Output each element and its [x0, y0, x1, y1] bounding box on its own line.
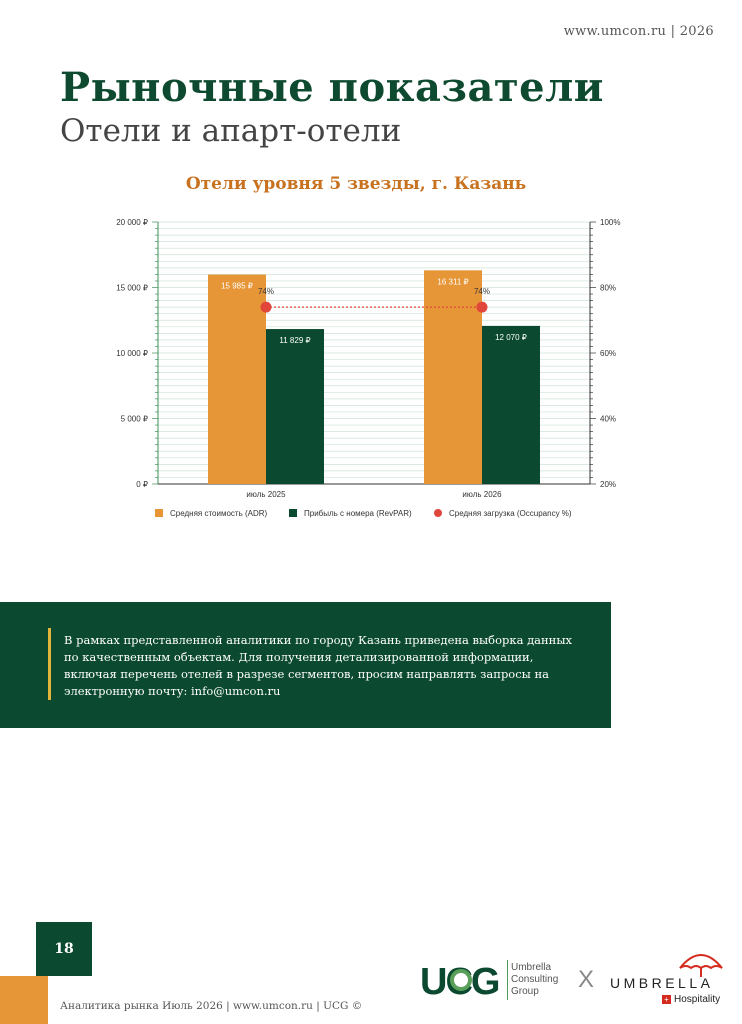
y-right-tick-label: 40% [600, 414, 617, 424]
bar-value-label: 15 985 ₽ [221, 281, 253, 291]
footer-orange-square [0, 976, 48, 1024]
header-url[interactable]: www.umcon.ru | 2026 [563, 24, 714, 39]
bar-value-label: 12 070 ₽ [495, 332, 527, 342]
ucg-logo [420, 958, 506, 1006]
hospitality-label: + Hospitality [662, 994, 720, 1005]
umbrella-logo-word: UMBRELLA [610, 975, 714, 991]
occupancy-label: 74% [473, 287, 491, 297]
bar-revpar [266, 329, 324, 484]
ucg-separator [507, 960, 508, 1000]
umbrella-icon [678, 950, 724, 982]
info-text: В рамках представленной аналитики по городу Казань приведена выборка данных по качественным объектам. Для получения детализированной информации, включая перечень отелей в разрезе сегментов, просим направлять запросы на электронную почту: info@umcon.ru [64, 633, 572, 698]
page-number: 18 [54, 941, 74, 957]
bar-value-label: 16 311 ₽ [437, 277, 469, 287]
legend-label: Средняя стоимость (ADR) [170, 509, 268, 518]
y-left-tick-label: 5 000 ₽ [120, 414, 148, 424]
occupancy-point [261, 302, 272, 313]
bar-revpar [482, 326, 540, 484]
y-right-tick-label: 100% [600, 218, 621, 227]
page-subtitle: Отели и апарт-отели [60, 113, 402, 149]
x-tick-label: июль 2026 [462, 490, 502, 499]
x-tick-label: июль 2025 [246, 490, 286, 499]
bar-value-label: 11 829 ₽ [279, 336, 311, 346]
legend-occupancy-marker [434, 509, 442, 517]
legend-label: Прибыль с номера (RevPAR) [304, 509, 412, 518]
legend-swatch [155, 509, 163, 517]
y-right-tick-label: 60% [600, 349, 617, 358]
page-title: Рыночные показатели [60, 64, 604, 111]
occupancy-point [477, 302, 488, 313]
y-left-tick-label: 0 ₽ [136, 480, 148, 489]
svg-text:UCG: UCG [420, 961, 499, 1002]
bar-adr [424, 270, 482, 484]
y-left-tick-label: 20 000 ₽ [116, 218, 148, 227]
y-right-tick-label: 20% [600, 480, 617, 489]
chart-title: Отели уровня 5 звезды, г. Казань [185, 174, 527, 194]
legend-label: Средняя загрузка (Occupancy %) [449, 509, 572, 518]
footer-text: Аналитика рынка Июль 2026 | www.umcon.ru | UCG © [60, 1000, 363, 1012]
ucg-logo-subtitle: Umbrella Consulting Group [511, 962, 559, 997]
swiss-cross-icon: + [662, 995, 671, 1004]
y-left-tick-label: 15 000 ₽ [116, 283, 148, 293]
occupancy-label: 74% [257, 287, 275, 297]
info-accent-bar [48, 628, 51, 700]
bar-adr [208, 275, 266, 484]
logo-times-x: X [578, 966, 595, 993]
y-right-tick-label: 80% [600, 283, 617, 293]
legend-swatch [289, 509, 297, 517]
y-left-tick-label: 10 000 ₽ [116, 349, 148, 358]
